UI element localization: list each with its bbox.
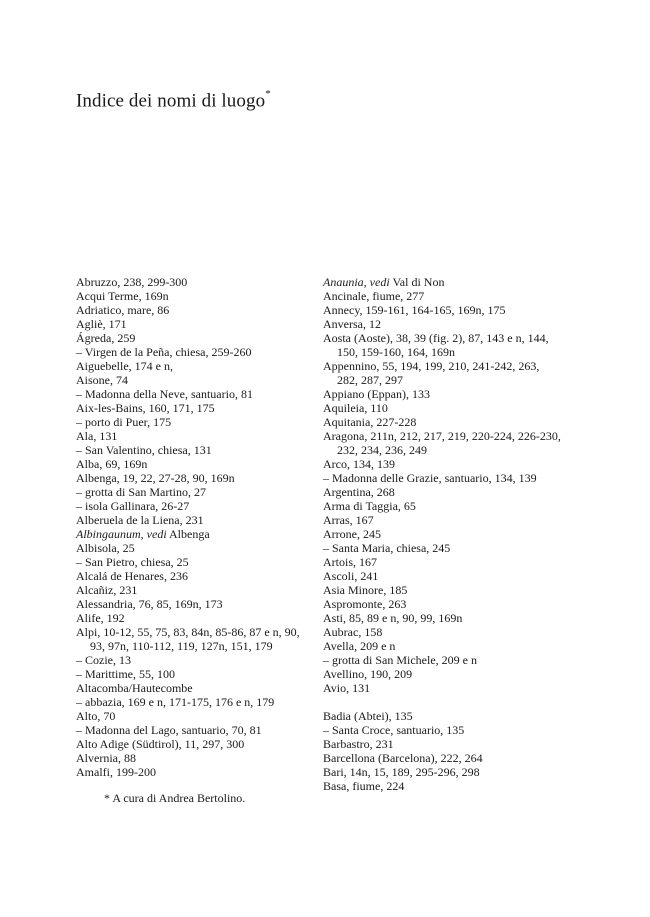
index-entry: Ala, 131 — [76, 429, 118, 443]
index-entry: Appennino, 55, 194, 199, 210, 241-242, 263, 282, 287, 297 — [323, 359, 540, 387]
index-entry: – Marittime, 55, 100 — [76, 667, 175, 681]
index-entry: – isola Gallinara, 26-27 — [76, 499, 190, 513]
index-entry: Aiguebelle, 174 e n, — [76, 359, 173, 373]
index-entry: Asia Minore, 185 — [323, 583, 408, 597]
index-entry: – Madonna delle Grazie, santuario, 134, 139 — [323, 471, 537, 485]
index-entry: Amalfi, 199-200 — [76, 765, 156, 779]
index-entry: Aisone, 74 — [76, 373, 128, 387]
title-text: Indice dei nomi di luogo — [76, 90, 266, 112]
index-entry: Anversa, 12 — [323, 317, 381, 331]
index-entry: Aosta (Aoste), 38, 39 (fig. 2), 87, 143 e n, 144, 150, 159-160, 164, 169n — [323, 331, 549, 359]
crossref-term: Anaunia — [323, 275, 364, 289]
index-entry: Alto Adige (Südtirol), 11, 297, 300 — [76, 737, 245, 751]
footnote-mark: * — [265, 88, 271, 100]
index-entry: – porto di Puer, 175 — [76, 415, 172, 429]
index-entry: Argentina, 268 — [323, 485, 395, 499]
index-entry: Alba, 69, 169n — [76, 457, 148, 471]
index-entry: Basa, fiume, 224 — [323, 779, 405, 793]
crossref-target: Albenga — [169, 527, 210, 541]
index-entry: Ancinale, fiume, 277 — [323, 289, 425, 303]
index-entry: Badia (Abtei), 135 — [323, 709, 413, 723]
index-entry: Aquileia, 110 — [323, 401, 388, 415]
index-entry: Abruzzo, 238, 299-300 — [76, 275, 188, 289]
index-entry: Ágreda, 259 — [76, 331, 136, 345]
index-entry: Avella, 209 e n — [323, 639, 396, 653]
letter-section-gap — [323, 695, 563, 709]
index-entry: Agliè, 171 — [76, 317, 127, 331]
index-entry: – Santa Maria, chiesa, 245 — [323, 541, 451, 555]
index-entry: – San Valentino, chiesa, 131 — [76, 443, 212, 457]
index-entry: Alpi, 10-12, 55, 75, 83, 84n, 85-86, 87 e n, 90, 93, 97n, 110-112, 119, 127n, 151, 179 — [76, 625, 300, 653]
index-entry: – grotta di San Michele, 209 e n — [323, 653, 477, 667]
index-entry: – Madonna della Neve, santuario, 81 — [76, 387, 253, 401]
index-entry: Bari, 14n, 15, 189, 295-296, 298 — [323, 765, 480, 779]
index-entry: – San Pietro, chiesa, 25 — [76, 555, 189, 569]
index-entry: – grotta di San Martino, 27 — [76, 485, 206, 499]
index-entry: Alberuela de la Liena, 231 — [76, 513, 204, 527]
index-entry: Arrone, 245 — [323, 527, 381, 541]
index-entry: Avellino, 190, 209 — [323, 667, 413, 681]
index-entry: – Cozie, 13 — [76, 653, 131, 667]
crossref-vedi: vedi — [146, 527, 167, 541]
index-entry: Aubrac, 158 — [323, 625, 383, 639]
crossref-target: Val di Non — [392, 275, 445, 289]
index-column-left — [76, 275, 312, 779]
index-entry: Alvernia, 88 — [76, 751, 136, 765]
index-entry: Acqui Terme, 169n — [76, 289, 169, 303]
index-entry: Albenga, 19, 22, 27-28, 90, 169n — [76, 471, 235, 485]
page-title — [76, 90, 271, 112]
index-entry: Artois, 167 — [323, 555, 377, 569]
crossref-term: Albingaunum — [76, 527, 141, 541]
index-entry: Altacomba/Hautecombe — [76, 681, 193, 695]
index-entry: Ascoli, 241 — [323, 569, 379, 583]
footnote: * A cura di Andrea Bertolino. — [104, 791, 246, 805]
index-entry: Alessandria, 76, 85, 169n, 173 — [76, 597, 223, 611]
index-entry: Avio, 131 — [323, 681, 371, 695]
index-entry: – Virgen de la Peña, chiesa, 259-260 — [76, 345, 252, 359]
index-entry-crossref: Anaunia, vedi Val di Non — [323, 275, 445, 289]
index-entry: Albisola, 25 — [76, 541, 135, 555]
index-entry: Asti, 85, 89 e n, 90, 99, 169n — [323, 611, 463, 625]
index-entry-crossref: Albingaunum, vedi Albenga — [76, 527, 210, 541]
index-entry: Aix-les-Bains, 160, 171, 175 — [76, 401, 215, 415]
index-entry: Aragona, 211n, 212, 217, 219, 220-224, 226-230, 232, 234, 236, 249 — [323, 429, 561, 457]
index-entry: Annecy, 159-161, 164-165, 169n, 175 — [323, 303, 506, 317]
index-entry: – Santa Croce, santuario, 135 — [323, 723, 465, 737]
index-entry: Alcañiz, 231 — [76, 583, 138, 597]
crossref-vedi: vedi — [369, 275, 390, 289]
index-entry: Arco, 134, 139 — [323, 457, 395, 471]
index-entry: Barbastro, 231 — [323, 737, 394, 751]
index-entry: Barcellona (Barcelona), 222, 264 — [323, 751, 483, 765]
index-entry: Aspromonte, 263 — [323, 597, 407, 611]
index-entry: Alcalá de Henares, 236 — [76, 569, 188, 583]
index-entry: Adriatico, mare, 86 — [76, 303, 170, 317]
index-entry: – abbazia, 169 e n, 171-175, 176 e n, 179 — [76, 695, 275, 709]
index-entry: Alto, 70 — [76, 709, 116, 723]
index-column-right — [323, 275, 563, 793]
index-entry: Alife, 192 — [76, 611, 125, 625]
index-entry: Arras, 167 — [323, 513, 374, 527]
index-entry: Aquitania, 227-228 — [323, 415, 417, 429]
index-entry: – Madonna del Lago, santuario, 70, 81 — [76, 723, 262, 737]
index-entry: Appiano (Eppan), 133 — [323, 387, 430, 401]
index-entry: Arma di Taggia, 65 — [323, 499, 416, 513]
